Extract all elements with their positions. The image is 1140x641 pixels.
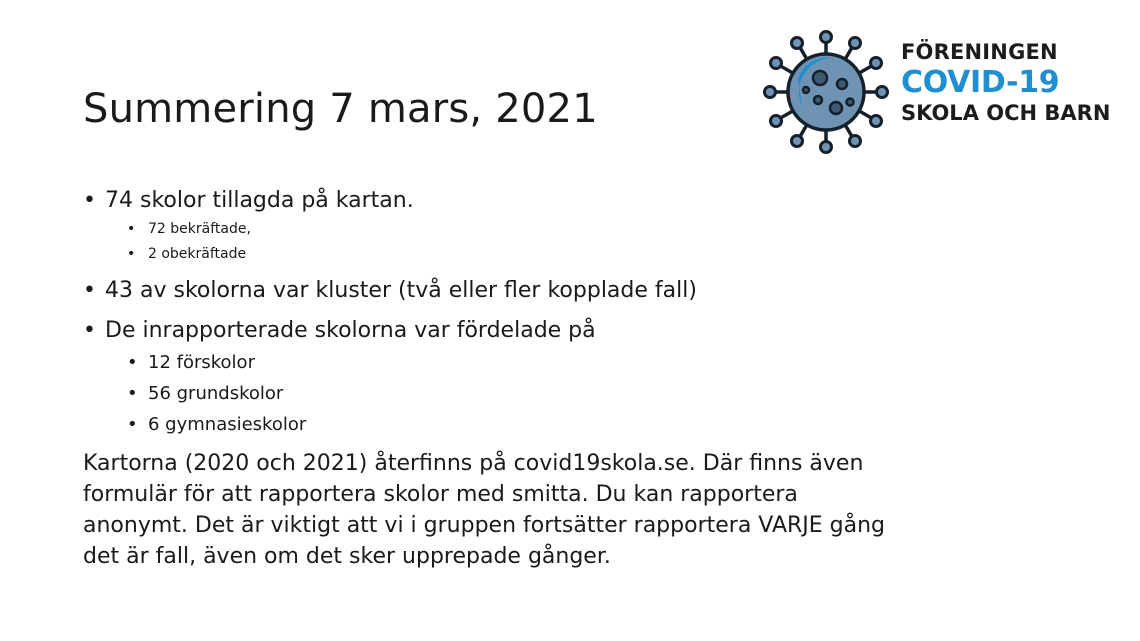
bullet-schools-added: • 74 skolor tillagda på kartan. — [83, 185, 943, 217]
sub-bullet-upper-secondary: • 6 gymnasieskolor — [83, 409, 943, 440]
slide-content — [83, 185, 943, 572]
slide-title: Summering 7 mars, 2021 — [83, 86, 598, 132]
virus-icon — [762, 28, 890, 156]
logo-line-foreningen: FÖRENINGEN — [901, 40, 1058, 64]
info-paragraph — [83, 448, 943, 572]
paragraph-line: formulär för att rapportera skolor med smitta. Du kan rapportera — [83, 482, 798, 507]
paragraph-line: det är fall, även om det sker upprepade gånger. — [83, 544, 611, 569]
paragraph-line: Kartorna (2020 och 2021) återfinns på covid19skola.se. Där finns även — [83, 451, 864, 476]
logo-line-skola-och-barn: SKOLA OCH BARN — [901, 101, 1111, 125]
sub-bullet-primary-schools: • 56 grundskolor — [83, 378, 943, 409]
logo-line-covid: COVID-19 — [901, 65, 1060, 100]
logo-text — [901, 42, 1110, 124]
paragraph-line: anonymt. Det är viktigt att vi i gruppen fortsätter rapportera VARJE gång — [83, 513, 886, 538]
organization-logo — [762, 28, 1122, 156]
sub-bullet-confirmed: • 72 bekräftade, — [83, 217, 943, 242]
sub-bullet-unconfirmed: • 2 obekräftade — [83, 242, 943, 267]
bullet-clusters: • 43 av skolorna var kluster (två eller fler kopplade fall) — [83, 275, 943, 307]
sub-bullet-preschools: • 12 förskolor — [83, 347, 943, 378]
bullet-distribution: • De inrapporterade skolorna var fördelade på — [83, 315, 943, 347]
